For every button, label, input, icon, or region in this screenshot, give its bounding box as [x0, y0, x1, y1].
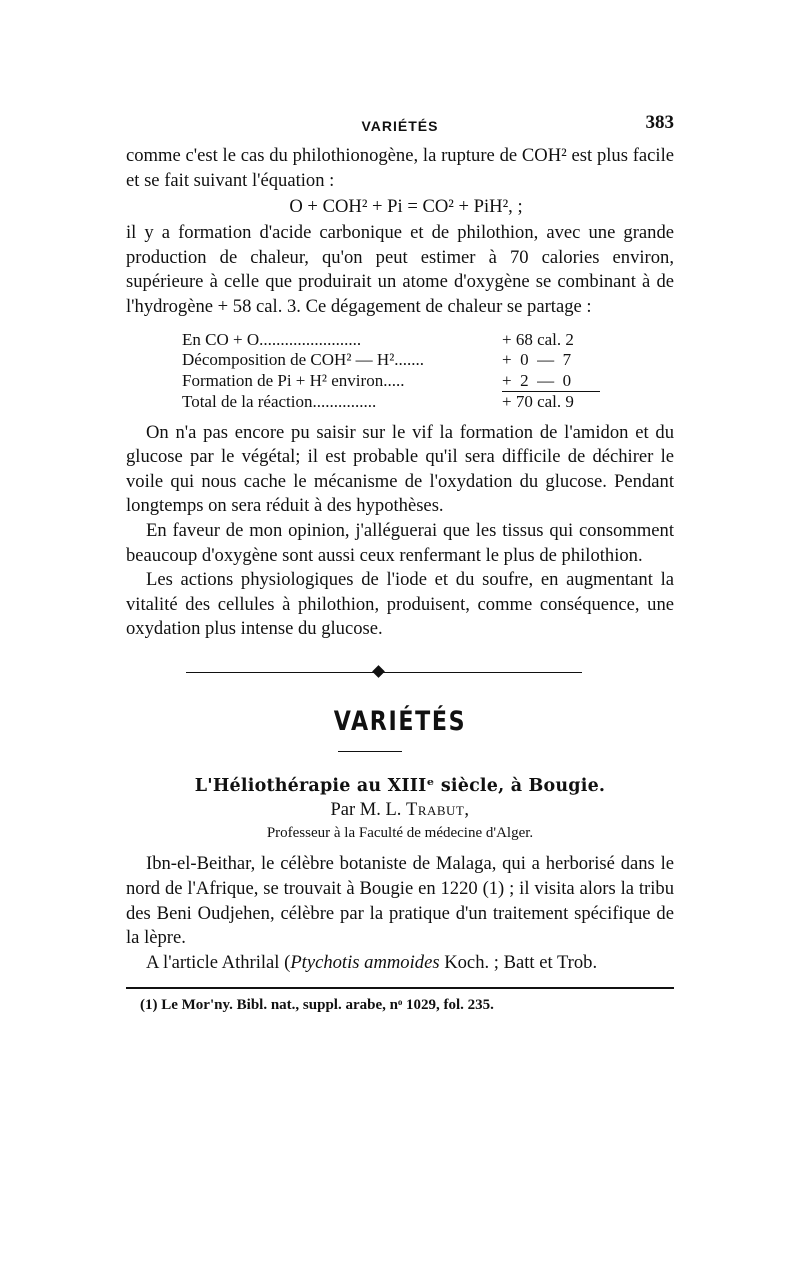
heat-table-row: [182, 392, 600, 413]
heat-label: Décomposition de COH² — H².......: [182, 350, 425, 370]
author-affiliation: Professeur à la Faculté de médecine d'Alger.: [266, 825, 534, 842]
paragraph-3: On n'a pas encore pu saisir sur le vif la formation de l'amidon et du glucose par le végétal; il est probable qu'il sera difficile de déchirer le voile qui nous cache le mécanisme de l'oxydation du glucose. Pendant longtemps on sera réduit à des hypothèses.: [126, 421, 674, 517]
author-line: [126, 800, 674, 821]
heat-value: + 70 cal. 9: [502, 392, 600, 413]
plant-name: Ptychotis ammoides: [290, 951, 440, 973]
equation: O + COH² + Pi = CO² + PiH², ;: [289, 196, 523, 218]
section-divider-ornament: [126, 664, 674, 682]
heat-table-row: [182, 330, 600, 351]
paragraph-2: il y a formation d'acide carbonique et de philothion, avec une grande production de chaleur, qu'on peut estimer à 70 calories environ, supérieure à celle que produirait un atome d'oxygène se combinant à de l'hydrogène + 58 cal. 3. Ce dégagement de chaleur se partage :: [126, 222, 674, 317]
heat-value: + 0 — 7: [502, 350, 572, 370]
heat-value: + 68 cal. 2: [502, 329, 574, 349]
paragraph-5: Les actions physiologiques de l'iode et du soufre, en augmentant la vitalité des cellules à philothion, produisent, comme conséquence, une oxydation plus intense du glucose.: [126, 569, 674, 640]
heat-table-row: [182, 371, 600, 392]
heat-label: En CO + O........................: [182, 329, 362, 349]
page-number: 383: [645, 112, 674, 133]
heat-table: [182, 330, 600, 413]
paragraph-7: [126, 951, 674, 976]
author-name: Trabut,: [406, 800, 470, 821]
title-rule: [338, 751, 402, 753]
heat-value: + 2 — 0: [502, 370, 572, 390]
author-prefix: Par M. L.: [330, 800, 407, 821]
paragraph-4: En faveur de mon opinion, j'alléguerai que les tissus qui consomment beaucoup d'oxygène sont aussi ceux renfermant le plus de philothion.: [126, 519, 674, 566]
article-title: L'Héliothérapie au XIIIᵉ siècle, à Bougie.: [194, 776, 606, 797]
footnote-rule: [126, 987, 674, 989]
heat-table-row: [182, 350, 600, 371]
heat-label: Total de la réaction...............: [182, 391, 377, 411]
paragraph-6: Ibn-el-Beithar, le célèbre botaniste de Malaga, qui a herborisé dans le nord de l'Afrique, se trouvait à Bougie en 1220 (1) ; il visita alors la tribu des Beni Oudjehen, célèbre par la pratique d'un traitement spécifique de la lèpre.: [126, 853, 674, 949]
footnote: (1) Le Mor'ny. Bibl. nat., suppl. arabe, nᵒ 1029, fol. 235.: [140, 996, 494, 1013]
running-header: [126, 112, 674, 140]
p7-end: Koch. ; Batt et Trob.: [439, 951, 598, 973]
running-title: VARIÉTÉS: [361, 118, 439, 134]
heat-label: Formation de Pi + H² environ.....: [182, 370, 405, 390]
diamond-icon: [372, 665, 385, 678]
p7-start: A l'article Athrilal (: [146, 951, 291, 973]
paragraph-1: comme c'est le cas du philothionogène, la rupture de COH² est plus facile et se fait suivant l'équation :: [126, 145, 674, 191]
section-title: VARIÉTÉS: [333, 705, 467, 737]
page: [126, 112, 674, 1014]
